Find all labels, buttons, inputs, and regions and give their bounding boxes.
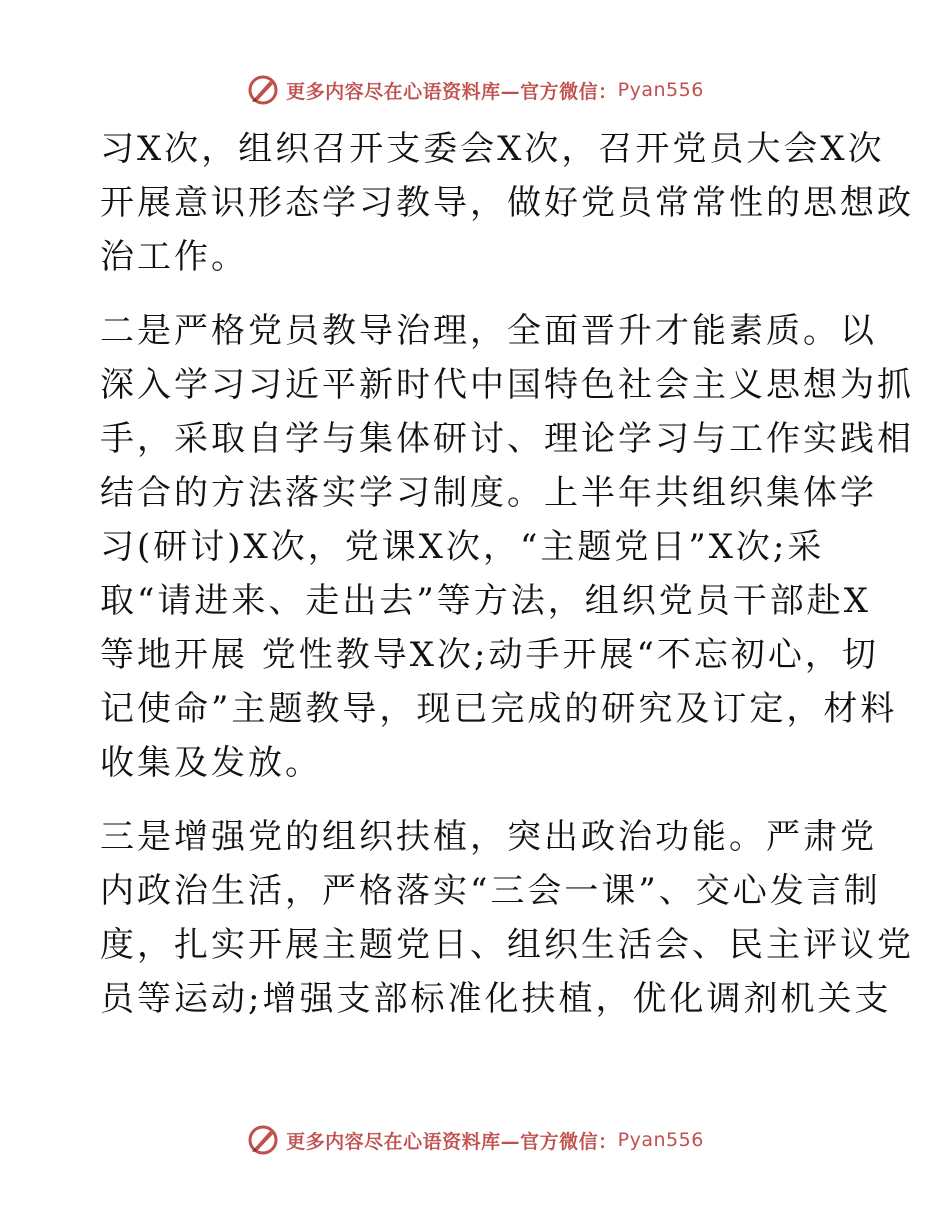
paragraph: [100, 304, 914, 790]
pen-logo-icon: [246, 73, 280, 107]
text-line: 员等运动;增强支部标准化扶植，优化调剂机关支: [100, 979, 892, 1019]
text-line: 内政治生活，严格落实“三会一课”、交心发言制: [100, 871, 881, 911]
text-line: 三是增强党的组织扶植，突出政治功能。严肃党: [100, 817, 877, 857]
pen-logo-icon: [246, 1123, 280, 1157]
watermark-text: 更多内容尽在心语资料库—官方微信：: [286, 1130, 618, 1153]
text-line: 取“请进来、走出去”等方法，组织党员干部赴X: [100, 581, 871, 621]
text-line: 二是严格党员教导治理，全面晋升才能素质。以: [100, 311, 877, 351]
footer-watermark: [0, 1120, 950, 1160]
text-line: 治工作。: [100, 237, 248, 277]
header-watermark: [0, 70, 950, 110]
paragraph: [100, 810, 914, 1026]
text-line: 记使命”主题教导，现已完成的研究及订定，材料: [100, 689, 898, 729]
document-body: [100, 122, 914, 1026]
text-line: 结合的方法落实学习制度。上半年共组织集体学: [100, 473, 877, 513]
text-line: 度，扎实开展主题党日、组织生活会、民主评议党: [100, 925, 914, 965]
watermark-text: 更多内容尽在心语资料库—官方微信：: [286, 80, 618, 103]
text-line: 习X次，组织召开支委会X次，召开党员大会X次: [100, 129, 885, 169]
watermark-wechat-id: Pyan556: [617, 1129, 704, 1151]
paragraph: [100, 122, 914, 284]
text-line: 开展意识形态学习教导，做好党员常常性的思想政: [100, 183, 914, 223]
text-line: 等地开展 党性教导X次;动手开展“不忘初心，切: [100, 635, 879, 675]
watermark-wechat-id: Pyan556: [617, 79, 704, 101]
text-line: 深入学习习近平新时代中国特色社会主义思想为抓: [100, 365, 914, 405]
text-line: 习(研讨)X次，党课X次，“主题党日”X次;采: [100, 527, 825, 567]
text-line: 收集及发放。: [100, 743, 322, 783]
text-line: 手，采取自学与集体研讨、理论学习与工作实践相: [100, 419, 914, 459]
